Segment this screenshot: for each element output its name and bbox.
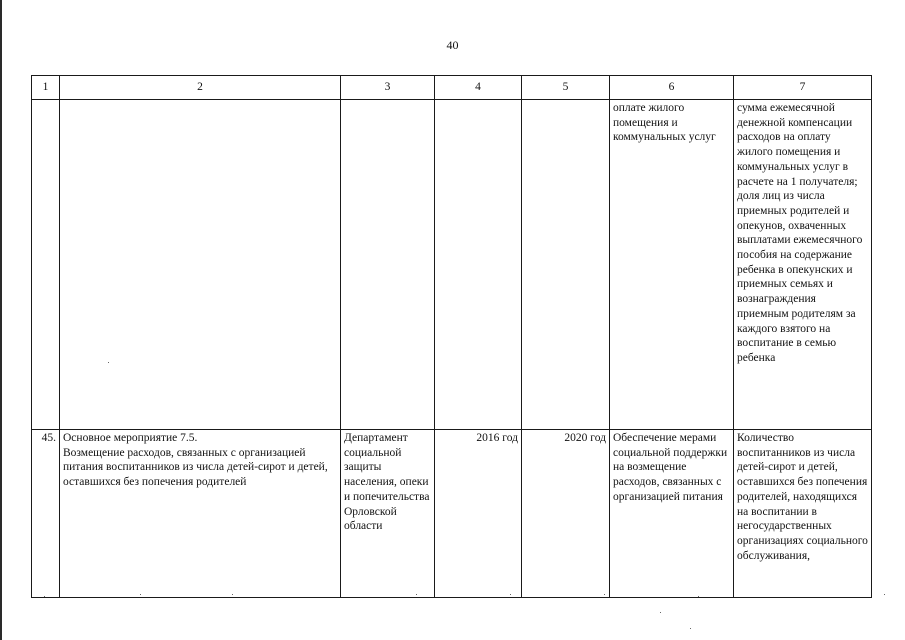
scan-speck <box>108 362 109 363</box>
header-col-1: 1 <box>32 76 60 100</box>
start-year-cell: 2016 год <box>435 430 522 598</box>
scan-speck <box>660 612 661 613</box>
cont-cell-2 <box>60 100 341 430</box>
scan-speck <box>232 594 233 595</box>
cont-cell-indicators: сумма ежемесячной денежной компенсации расходов на оплату жилого помещения и коммунальных услуг в расчете на 1 получателя; доля лиц из числа приемных родителей и опекунов, охваченных выплатами ежемесячного пособия на содержание ребенка в опекунских и приемных семьях и вознаграждения приемным родителям за каждого взятого на воспитание в семью ребенка <box>734 100 872 430</box>
program-table <box>31 75 872 598</box>
header-col-6: 6 <box>610 76 734 100</box>
cont-cell-1 <box>32 100 60 430</box>
header-col-2: 2 <box>60 76 341 100</box>
table-row-45 <box>32 430 872 598</box>
cont-cell-result: оплате жилого помещения и коммунальных услуг <box>610 100 734 430</box>
row-number: 45. <box>32 430 60 598</box>
expected-result-cell: Обеспечение мерами социальной поддержки на возмещение расходов, связанных с организацией питания <box>610 430 734 598</box>
executor-cell: Департамент социальной защиты населения, опеки и попечительства Орловской области <box>341 430 435 598</box>
cont-cell-3 <box>341 100 435 430</box>
scan-speck <box>604 594 605 595</box>
header-col-7: 7 <box>734 76 872 100</box>
scan-speck <box>140 594 141 595</box>
measure-title: Основное мероприятие 7.5. <box>63 432 198 444</box>
scan-speck <box>44 596 45 597</box>
scan-speck <box>510 594 511 595</box>
continuation-row <box>32 100 872 430</box>
page-number: 40 <box>446 38 459 52</box>
measure-cell <box>60 430 341 598</box>
header-row <box>32 76 872 100</box>
header-col-5: 5 <box>522 76 610 100</box>
end-year-cell: 2020 год <box>522 430 610 598</box>
measure-description: Возмещение расходов, связанных с организацией питания воспитанников из числа детей-сирот и детей, оставшихся без попечения родителей <box>63 446 328 489</box>
scan-speck <box>884 594 885 595</box>
header-col-4: 4 <box>435 76 522 100</box>
header-col-3: 3 <box>341 76 435 100</box>
scan-edge-line <box>0 0 2 640</box>
scan-speck <box>698 596 699 597</box>
indicators-cell: Количество воспитанников из числа детей-сирот и детей, оставшихся без попечения родителей, находящихся на воспитании в негосударственных организациях социального обслуживания, <box>734 430 872 598</box>
scan-speck <box>416 594 417 595</box>
cont-cell-4 <box>435 100 522 430</box>
scan-speck <box>690 628 691 629</box>
cont-cell-5 <box>522 100 610 430</box>
